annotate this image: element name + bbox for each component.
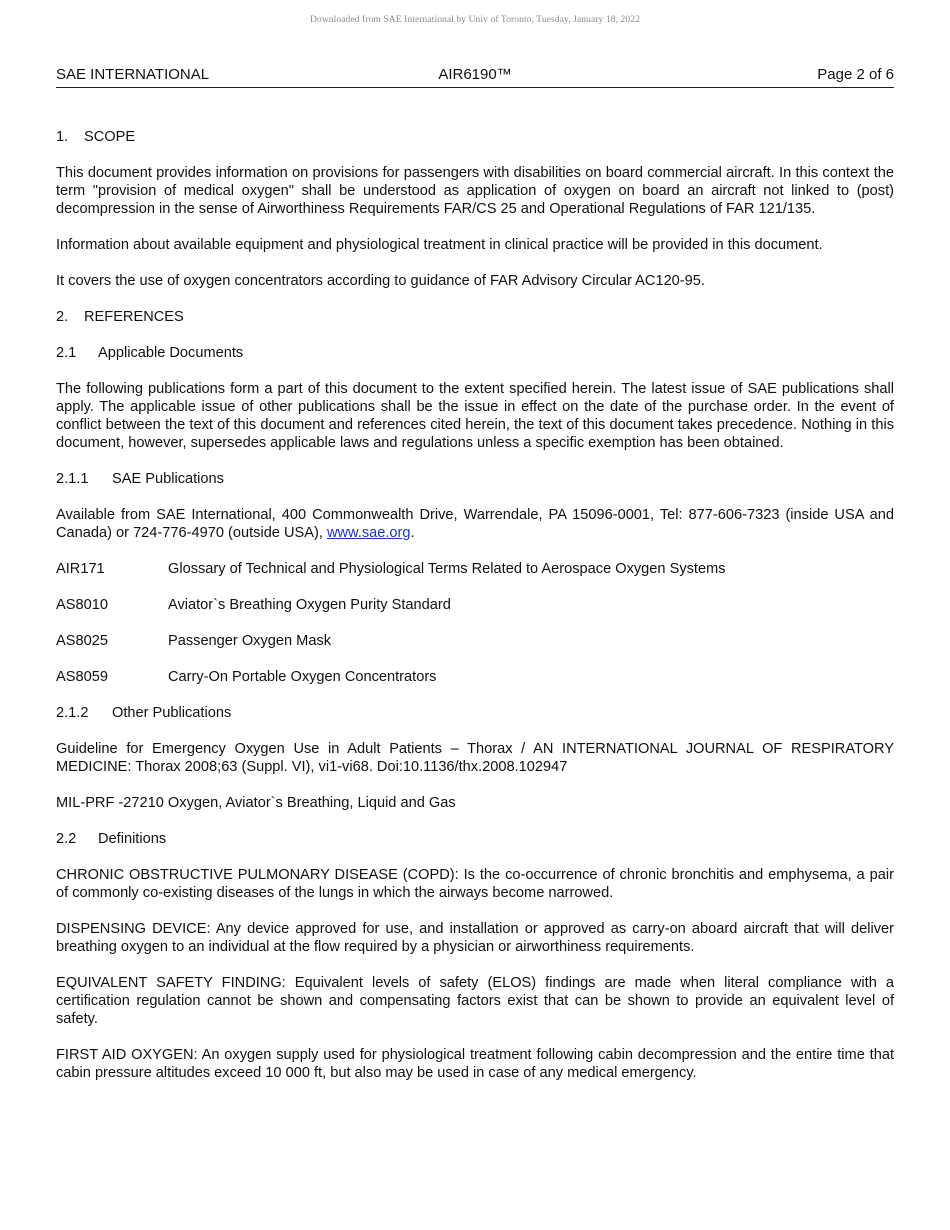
document-body xyxy=(56,128,894,1100)
page-header xyxy=(56,66,894,88)
subsection-heading-sae-publications xyxy=(56,470,894,488)
applicable-documents-paragraph: The following publications form a part of this document to the extent specified herein. The latest issue of SAE publications shall apply. The applicable issue of other publications shall be the issue in effect on the date of the purchase order. In the event of conflict between the text of this document and references cited herein, the text of this document takes precedence. Nothing in this document, however, supersedes applicable laws and regulations unless a specific exemption has been obtained. xyxy=(56,381,894,451)
availability-text: Available from SAE International, 400 Commonwealth Drive, Warrendale, PA 15096-0001, Tel: 877-606-7323 (inside USA and Canada) or 724-776-4970 (outside USA), xyxy=(56,507,894,541)
section-title: SAE Publications xyxy=(112,471,224,487)
reference-code: AIR171 xyxy=(56,561,105,577)
document-number: AIR6190™ xyxy=(438,66,512,83)
reference-title: Passenger Oxygen Mask xyxy=(168,633,332,649)
section-number: 2.1.2 xyxy=(56,705,89,721)
definition-copd: CHRONIC OBSTRUCTIVE PULMONARY DISEASE (COPD): Is the co-occurrence of chronic bronchitis and emphysema, a pair of commonly co-existing diseases of the lungs in which the airways become narrowed. xyxy=(56,867,894,901)
sae-website-link[interactable]: www.sae.org xyxy=(326,525,411,541)
page-number: Page 2 of 6 xyxy=(817,66,894,83)
reference-row xyxy=(56,596,894,614)
section-title: SCOPE xyxy=(84,129,136,145)
reference-row xyxy=(56,560,894,578)
reference-code: AS8059 xyxy=(56,669,108,685)
section-number: 2.2 xyxy=(56,831,77,847)
reference-title: Carry-On Portable Oxygen Concentrators xyxy=(168,669,437,685)
reference-row xyxy=(56,668,894,686)
subsection-heading-definitions xyxy=(56,830,894,848)
publisher-name: SAE INTERNATIONAL xyxy=(56,66,210,83)
scope-paragraph-3: It covers the use of oxygen concentrators according to guidance of FAR Advisory Circular AC120-95. xyxy=(56,273,705,289)
section-title: REFERENCES xyxy=(84,309,184,325)
section-number: 2.1.1 xyxy=(56,471,89,487)
reference-title: Aviator`s Breathing Oxygen Purity Standard xyxy=(168,597,451,613)
reference-code: AS8025 xyxy=(56,633,108,649)
section-title: Definitions xyxy=(98,831,167,847)
reference-code: AS8010 xyxy=(56,597,108,613)
other-publication-mil-prf: MIL-PRF -27210 Oxygen, Aviator`s Breathing, Liquid and Gas xyxy=(56,795,456,811)
scope-paragraph-1: This document provides information on provisions for passengers with disabilities on board commercial aircraft. In this context the term "provision of medical oxygen" shall be understood as application of oxygen on board an aircraft not linked to (post) decompression in the sense of Airworthiness Requirements FAR/CS 25 and Operational Regulations of FAR 121/135. xyxy=(56,165,894,217)
section-number: 2.1 xyxy=(56,345,77,361)
section-title: Applicable Documents xyxy=(98,345,244,361)
subsection-heading-applicable-documents xyxy=(56,344,894,362)
section-heading-references xyxy=(56,308,894,326)
section-number: 2. xyxy=(56,309,69,325)
section-number: 1. xyxy=(56,129,69,145)
other-publication-thorax: Guideline for Emergency Oxygen Use in Adult Patients – Thorax / AN INTERNATIONAL JOURNAL OF RESPIRATORY MEDICINE: Thorax 2008;63 (Suppl. VI), vi1-vi68. Doi:10.1136/thx.2008.102947 xyxy=(56,741,894,775)
section-title: Other Publications xyxy=(112,705,232,721)
section-heading-scope xyxy=(56,128,894,146)
scope-paragraph-2: Information about available equipment and physiological treatment in clinical practice will be provided in this document. xyxy=(56,237,823,253)
definition-first-aid-oxygen: FIRST AID OXYGEN: An oxygen supply used for physiological treatment following cabin decompression and the entire time that cabin pressure altitudes exceed 10 000 ft, but also may be used in case of any medical emergency. xyxy=(56,1047,894,1081)
availability-end: . xyxy=(410,525,415,541)
reference-title: Glossary of Technical and Physiological Terms Related to Aerospace Oxygen Systems xyxy=(168,561,726,577)
definition-dispensing-device: DISPENSING DEVICE: Any device approved for use, and installation or approved as carry-on aboard aircraft that will deliver breathing oxygen to an individual at the flow required by a physician or airworthiness requirements. xyxy=(56,921,894,955)
download-watermark: Downloaded from SAE International by Univ of Toronto, Tuesday, January 18, 2022 xyxy=(310,15,640,25)
subsection-heading-other-publications xyxy=(56,704,894,722)
reference-row xyxy=(56,632,894,650)
definition-equivalent-safety-finding: EQUIVALENT SAFETY FINDING: Equivalent levels of safety (ELOS) findings are made when literal compliance with a certification regulation cannot be shown and compensating factors exist that can be shown to provide an equivalent level of safety. xyxy=(56,975,894,1027)
sae-availability-paragraph xyxy=(56,506,894,542)
